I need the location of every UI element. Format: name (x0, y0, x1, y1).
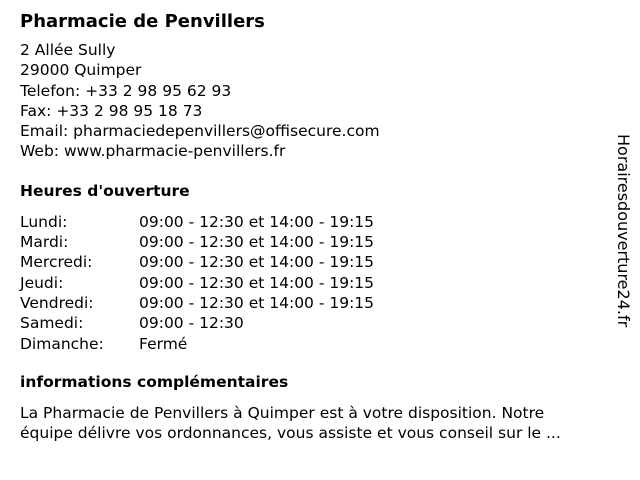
opening-hours-table (20, 212, 610, 354)
hours-time: 09:00 - 12:30 (139, 314, 244, 333)
hours-day: Mercredi: (20, 253, 93, 272)
address-street: 2 Allée Sully (20, 41, 116, 59)
hours-time: 09:00 - 12:30 et 14:00 - 19:15 (139, 273, 375, 292)
hours-day: Samedi: (20, 314, 84, 333)
site-watermark: Horairesdouverture24.fr (614, 134, 633, 328)
hours-row-wednesday (20, 252, 610, 272)
hours-time: 09:00 - 12:30 et 14:00 - 19:15 (139, 212, 375, 231)
hours-day: Mardi: (20, 233, 69, 252)
hours-day: Lundi: (20, 212, 68, 231)
additional-info-text (20, 403, 610, 444)
additional-info-heading: informations complémentaires (20, 372, 289, 391)
phone-number: Telefon: +33 2 98 95 62 93 (20, 81, 232, 100)
opening-hours-heading: Heures d'ouverture (20, 181, 190, 200)
hours-row-friday (20, 293, 610, 313)
hours-time: 09:00 - 12:30 et 14:00 - 19:15 (139, 253, 375, 272)
email-address: Email: pharmaciedepenvillers@offisecure.com (20, 122, 380, 141)
hours-time: 09:00 - 12:30 et 14:00 - 19:15 (139, 233, 375, 252)
website-address: Web: www.pharmacie-penvillers.fr (20, 142, 286, 161)
address-city: 29000 Quimper (20, 61, 142, 80)
fax-number: Fax: +33 2 98 95 18 73 (20, 101, 203, 120)
hours-row-thursday (20, 273, 610, 293)
info-line: La Pharmacie de Penvillers à Quimper est à votre disposition. Notre (20, 403, 545, 422)
hours-row-monday (20, 212, 610, 232)
hours-day: Dimanche: (20, 334, 104, 353)
pharmacy-info-card (20, 10, 610, 443)
hours-time: Fermé (139, 334, 188, 353)
info-line: équipe délivre vos ordonnances, vous assiste et vous conseil sur le ... (20, 424, 561, 443)
business-name: Pharmacie de Penvillers (20, 11, 265, 32)
address-block (20, 40, 610, 162)
hours-day: Vendredi: (20, 293, 94, 312)
hours-day: Jeudi: (20, 273, 64, 292)
hours-row-sunday (20, 334, 610, 354)
hours-row-tuesday (20, 232, 610, 252)
hours-row-saturday (20, 313, 610, 333)
hours-time: 09:00 - 12:30 et 14:00 - 19:15 (139, 293, 375, 312)
